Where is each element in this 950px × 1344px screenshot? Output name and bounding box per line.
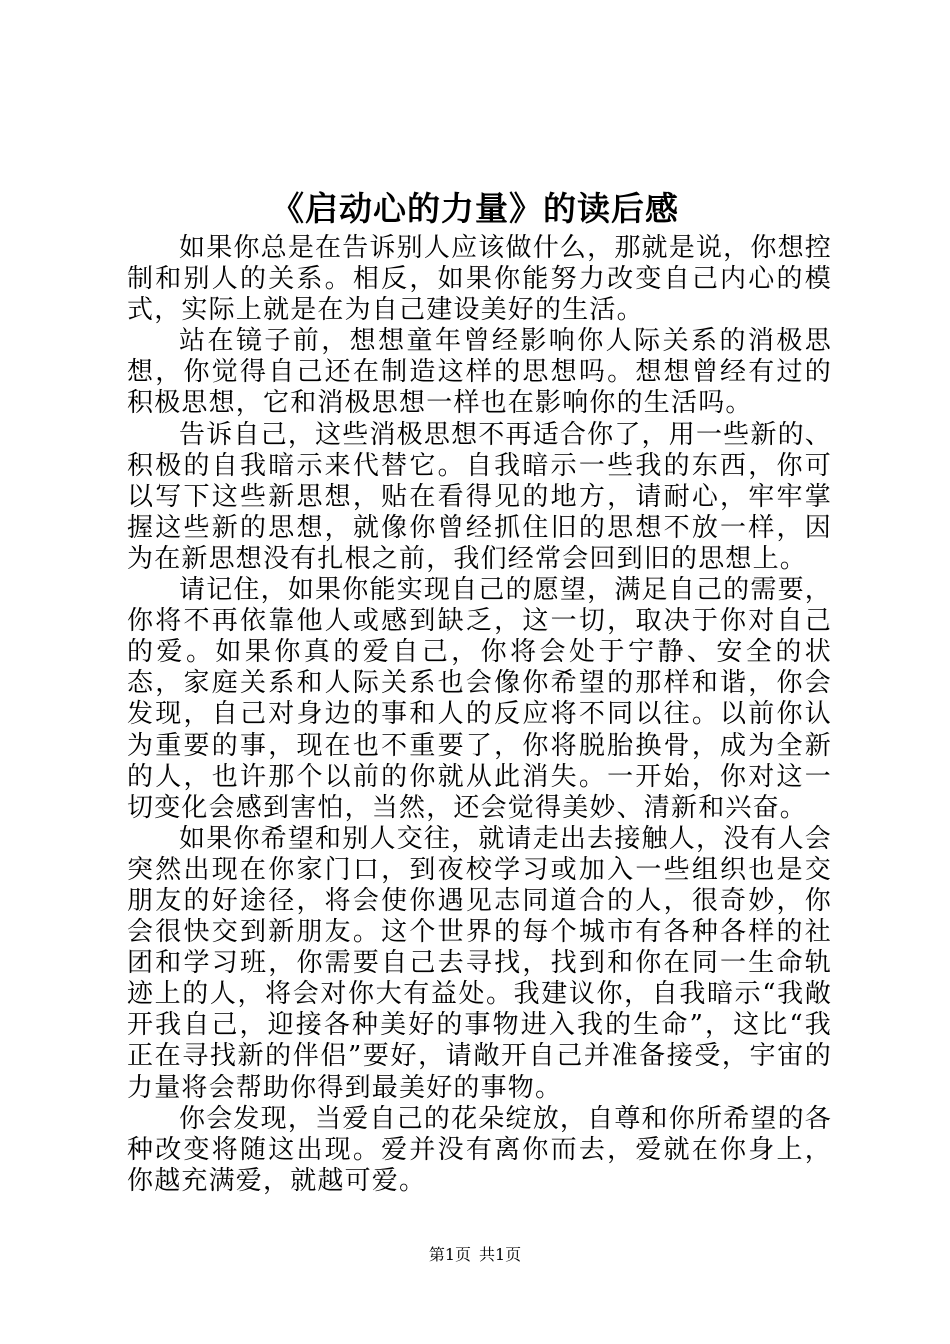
paragraph-3: 告诉自己，这些消极思想不再适合你了，用一些新的、积极的自我暗示来代替它。自我暗示一些我的东西，你可以写下这些新思想，贴在看得见的地方，请耐心，牢牢掌握这些新的思想，就像你曾经抓住旧的思想不放一样，因为在新思想没有扎根之前，我们经常会回到旧的思想上。 xyxy=(127,419,832,574)
page-total: 共1页 xyxy=(479,1245,522,1264)
paragraph-4: 请记住，如果你能实现自己的愿望，满足自己的需要，你将不再依靠他人或感到缺乏，这一切，取决于你对自己的爱。如果你真的爱自己，你将会处于宁静、安全的状态，家庭关系和人际关系也会像你希望的那样和谐，你会发现，自己对身边的事和人的反应将不同以往。以前你认为重要的事，现在也不重要了，你将脱胎换骨，成为全新的人，也许那个以前的你就从此消失。一开始，你对这一切变化会感到害怕，当然，还会觉得美妙、清新和兴奋。 xyxy=(127,575,832,823)
paragraph-6: 你会发现，当爱自己的花朵绽放，自尊和你所希望的各种改变将随这出现。爱并没有离你而去，爱就在你身上，你越充满爱，就越可爱。 xyxy=(127,1103,832,1196)
page-footer xyxy=(0,1244,950,1266)
document-title: 《启动心的力量》的读后感 xyxy=(271,189,679,228)
paragraph-5: 如果你希望和别人交往，就请走出去接触人，没有人会突然出现在你家门口，到夜校学习或加入一些组织也是交朋友的好途径，将会使你遇见志同道合的人，很奇妙，你会很快交到新朋友。这个世界的每个城市有各种各样的社团和学习班，你需要自己去寻找，找到和你在同一生命轨迹上的人，将会对你大有益处。我建议你，自我暗示“我敞开我自己，迎接各种美好的事物进入我的生命”，这比“我正在寻找新的伴侣”要好，请敞开自己并准备接受，宇宙的力量将会帮助你得到最美好的事物。 xyxy=(127,823,832,1103)
document-body xyxy=(127,233,832,1197)
paragraph-2: 站在镜子前，想想童年曾经影响你人际关系的消极思想，你觉得自己还在制造这样的思想吗。想想曾经有过的积极思想，它和消极思想一样也在影响你的生活吗。 xyxy=(127,326,832,419)
page-number: 第1页 xyxy=(428,1245,471,1264)
paragraph-1: 如果你总是在告诉别人应该做什么，那就是说，你想控制和别人的关系。相反，如果你能努力改变自己内心的模式，实际上就是在为自己建设美好的生活。 xyxy=(127,233,832,326)
